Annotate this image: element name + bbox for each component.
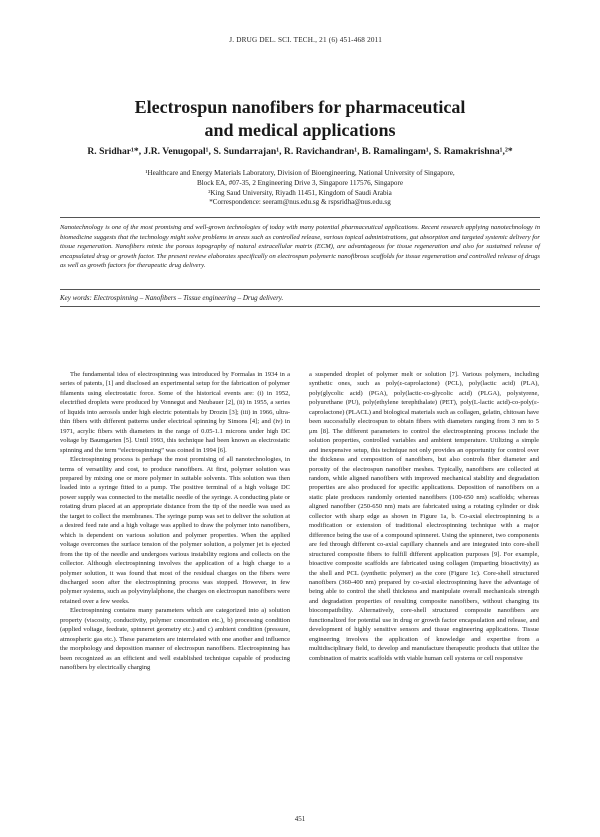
keywords: Key words: Electrospinning – Nanofibers – Tissue engineering – Drug delivery. <box>60 294 284 302</box>
body-paragraph: Electrospinning contains many parameters which are categorized into a) solution property (viscosity, conductivity, polymer concentration etc.), b) processing condition (applied voltage, feedrate, spinneret geometry etc.) and c) ambient condition (pressure, atmospheric gas etc.). These parameters are interrelated with one another and influence the morphology and deposition manner of electrospun nanofibers. Electrospinning has been recognized as an efficient and well established technique capable of producing nanofibers by electrically charging <box>60 607 290 672</box>
affiliation-line: ²King Saud University, Riyadh 11451, Kingdom of Saudi Arabia <box>208 188 392 197</box>
abstract: Nanotechnology is one of the most promising and well-grown technologies of today with many potential pharmaceutical applications. Recent research applying nanotechnology in biomedicine suggests that the technology might solve problems in areas such as controlled release, various topical administrations, gut absorption and targeted systemic delivery for tissue regeneration. Nanofibers mimic the porous topography of natural extracellular matrix (ECM), are advantageous for tissue regeneration and also for sustained release of encapsulated drug or growth factor. The present review elaborates specifically on electrospun polymeric nanofibrous scaffolds for tissue regeneration and controlled release of drugs as well as growth factors for therapeutic drug delivery. <box>60 224 540 270</box>
body-column-right <box>309 370 539 663</box>
body-paragraph: The fundamental idea of electrospinning was introduced by Formalas in 1934 in a series of patents, [1] and disclosed an experimental setup for the fabrication of polymer filaments using electrostatic force. Some of the historical events are: (i) in 1952, electrified droplets were produced by Vonnegut and Neubauer [2], (ii) in 1955, a series of liquids into aerosols under high electric potentials by Drozin [3]; (iii) in 1966, ultra-thin fibers with different patterns under electrical spinning by Simons [4]; and (iv) in 1971, acrylic fibers with diameters in the range of 0.05-1.1 microns under high DC voltage by Baumgarten [5]. Until 1993, this technique had been known as electrostatic spinning and the term “electrospinning” was coined in 1994 [6]. <box>60 371 290 454</box>
body-paragraph: Electrospinning process is perhaps the most promising of all nanotechnologies, in terms of versatility and cost, to produce nanofibers. At first, polymer solution was prepared by mixing one or more polymer in suitable solvents. This solution was then loaded into a syringe fitted to a pump. The positive terminal of a high voltage DC power supply was connected to the metallic needle of the syringe. A conducting plate or rotating drum placed at an appropriate distance from the tip of the needle was used as the target to collect the membranes. The syringe pump was set to deliver the solution at a desired feed rate and a high voltage was applied to draw the polymer into nanofibers, which is dependent on various solution and polymer properties. When the applied voltage overcomes the surface tension of the polymer solution, a polymer jet is ejected from the tip of the needle and undergoes various instability regions and collects on the collector. Although electrospinning involves the application of a high charge to a polymer solution, it was found that most of the residual charges on the fibers were discharged soon after the electrospinning process was stopped. However, in few polymer systems, such as polyvinylalphone, the charges on electrospun nanofibers were retained over a few weeks. <box>60 456 290 605</box>
page-number: 451 <box>294 815 306 823</box>
keywords-bottom-rule <box>60 306 540 307</box>
abstract-top-rule <box>60 217 540 218</box>
body-column-left <box>60 370 290 673</box>
body-paragraph: a suspended droplet of polymer melt or solution [7]. Various polymers, including synthetic ones, such as poly(ε-caprolactone) (PCL), poly(lactic acid) (PLA), poly(glycolic acid) (PGA), poly(lactic-co-glycolic acid) (PLGA), polystyrene, polyurethane (PU), poly(ethylene terephthalate) (PET), poly(L-lactic acid)-co-poly(ε-caprolactone) (PLACL) and biological materials such as collagen, gelatin, chitosan have been successfully electrospun to obtain fibers with diameters ranging from 3 nm to 5 μm [8]. The different parameters to control the electrospinning process include the solution properties, controlled variables and ambient temperature. Utilizing a simple and inexpensive setup, this technique not only provides an opportunity for control over the thickness and composition of nanofibers, but also controls fiber diameter and porosity of the electrospun nanofiber meshes. Typically, nanofibers are collected at random, while aligned nanofibers with improved mechanical stability and degradation properties are also produced for specific applications. Deposition of nanofibers on a static plate produces randomly oriented nanofibers (100-650 nm) scaffolds; whereas aligned nanofiber (250-650 nm) mats are fabricated using a rotating cylinder or disk collector with sharp edge as shown in Figure 1a, b. Co-axial electrospinning is a modification or extension of traditional electrospinning technique with a major difference being the use of a compound spinneret. Using the spinneret, two components are fed through different co-axial capillary channels and are integrated into core-shell structured composite fibers to fulfill different application purposes [9]. For example, bioactive composite scaffolds are fabricated using collagen (imparting bioactivity) as the shell and PCL (synthetic polymer) as the core (Figure 1c). Core-shell structured nanofibers (360-400 nm) prepared by co-axial electrospinning have the advantage of being able to control the shell thickness and manipulate overall mechanicals strength and degradation properties of resulting composite nanofibers, without changing its biocompatibility. Alternatively, core-shell structured composite nanofibers are functionalized for potential use in drug or growth factor encapsulation and release, and development of highly sensitive sensors and tissue engineering applications. Tissue engineering involves the application of knowledge and expertise from a multidisciplinary field, to develop and manufacture therapeutic products that utilize the combination of matrix scaffolds with viable human cell systems or cell responsive <box>309 371 539 662</box>
journal-header: J. DRUG DEL. SCI. TECH., 21 (6) 451-468 2011 <box>229 36 382 44</box>
article-title <box>0 96 600 142</box>
affiliation-line: ¹Healthcare and Energy Materials Laboratory, Division of Bioengineering, National University of Singapore, <box>145 169 455 177</box>
correspondence-line: *Correspondence: seeram@nus.edu.sg & rspsridha@nus.edu.sg <box>209 198 391 207</box>
affiliation-line: Block EA, #07-35, 2 Engineering Drive 3, Singapore 117576, Singapore <box>196 178 403 187</box>
author-list: R. Sridhar¹*, J.R. Venugopal¹, S. Sundarrajan¹, R. Ravichandran¹, B. Ramalingam¹, S. Ramakrishna¹,²* <box>87 146 513 157</box>
abstract-bottom-rule <box>60 289 540 290</box>
article-title-line-1: Electrospun nanofibers for pharmaceutical <box>134 97 466 117</box>
affiliations <box>0 169 600 208</box>
article-title-line-2: and medical applications <box>204 120 396 140</box>
